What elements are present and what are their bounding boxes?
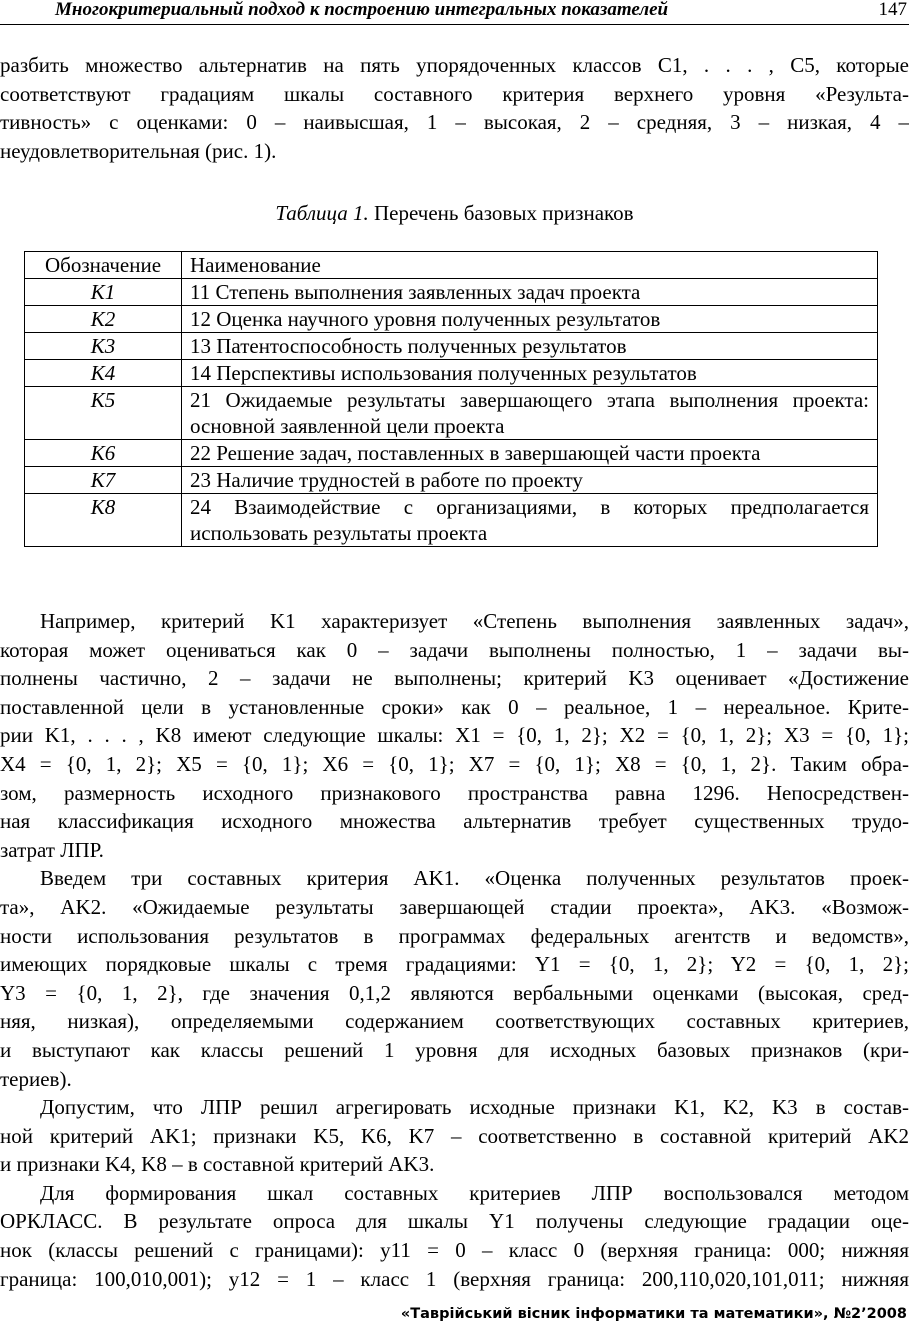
feature-name: 22 Решение задач, поставленных в завершающей части проекта xyxy=(182,440,878,467)
running-header xyxy=(0,0,909,25)
body-line: и признаки K4, K8 – в составной критерий AK3. xyxy=(0,1152,435,1177)
body-line: Введем три составных критерия AK1. «Оценка полученных результатов проек- xyxy=(40,866,909,891)
table-caption-label: Таблица 1. xyxy=(275,201,369,225)
body-line: поставленной цели в установленные сроки» как 0 – реальное, 1 – нереальное. Крите- xyxy=(0,694,909,719)
table-caption-text: Перечень базовых признаков xyxy=(374,201,634,225)
body-line: зом, размерность исходного признакового пространства равна 1296. Непосредствен- xyxy=(0,780,909,805)
body-line: няя, низкая), определяемыми содержанием соответствующих составных критериев, xyxy=(0,1009,909,1034)
feature-name: 21 Ожидаемые результаты завершающего этапа выполнения проекта: основной заявленной цели проекта xyxy=(182,387,878,440)
body-line: Y3 = {0, 1, 2}, где значения 0,1,2 являются вербальными оценками (высокая, сред- xyxy=(0,980,909,1005)
body-line: и выступают как классы решений 1 уровня для исходных базовых признаков (кри- xyxy=(0,1037,909,1062)
feature-code: K3 xyxy=(25,333,182,360)
journal-footer: «Таврійський вісник інформатики та математики», №2’2008 xyxy=(400,1306,907,1322)
body-line: Допустим, что ЛПР решил агрегировать исходные признаки K1, K2, K3 в состав- xyxy=(40,1095,909,1120)
body-line: ная классификация исходного множества альтернатив требует существенных трудо- xyxy=(0,809,909,834)
feature-code: K7 xyxy=(25,467,182,494)
body-line: та», AK2. «Ожидаемые результаты завершающей стадии проекта», AK3. «Возмож- xyxy=(0,894,909,919)
table-row xyxy=(25,494,878,547)
feature-name: 12 Оценка научного уровня полученных результатов xyxy=(182,306,878,333)
body-line: ности использования результатов в программах федеральных агентств и ведомств», xyxy=(0,923,909,948)
table-caption xyxy=(0,201,909,226)
body-line: териев). xyxy=(0,1066,72,1091)
body-line: которая может оцениваться как 0 – задачи выполнены полностью, 1 – задачи вы- xyxy=(0,637,909,662)
column-header-name: Наименование xyxy=(182,252,878,279)
running-title: Многокритериальный подход к построению интегральных показателей xyxy=(55,0,669,20)
feature-name: 13 Патентоспособность полученных результатов xyxy=(182,333,878,360)
column-header-code: Обозначение xyxy=(25,252,182,279)
body-line: X4 = {0, 1, 2}; X5 = {0, 1}; X6 = {0, 1}; X7 = {0, 1}; X8 = {0, 1, 2}. Таким обра- xyxy=(0,751,909,776)
features-table xyxy=(24,251,878,547)
page-number: 147 xyxy=(878,0,907,20)
intro-paragraph xyxy=(0,51,909,165)
feature-code: K6 xyxy=(25,440,182,467)
table-header-row xyxy=(25,252,878,279)
body-line: полнены частично, 2 – задачи не выполнены; критерий K3 оценивает «Достижение xyxy=(0,666,909,691)
feature-code: K5 xyxy=(25,387,182,440)
feature-name: 23 Наличие трудностей в работе по проекту xyxy=(182,467,878,494)
feature-name: 14 Перспективы использования полученных результатов xyxy=(182,360,878,387)
feature-name: 24 Взаимодействие с организациями, в которых предполагается использовать результаты проекта xyxy=(182,494,878,547)
intro-line: неудовлетворительная (рис. 1). xyxy=(0,138,277,163)
body-line: имеющих порядковые шкалы с тремя градациями: Y1 = {0, 1, 2}; Y2 = {0, 1, 2}; xyxy=(0,952,909,977)
table-row xyxy=(25,306,878,333)
intro-line: соответствуют градациям шкалы составного критерия верхнего уровня «Результа- xyxy=(0,81,909,106)
table-row xyxy=(25,333,878,360)
intro-line: тивность» с оценками: 0 – наивысшая, 1 – высокая, 2 – средняя, 3 – низкая, 4 – xyxy=(0,110,909,135)
intro-line: разбить множество альтернатив на пять упорядоченных классов C1, . . . , C5, которые xyxy=(0,53,909,77)
body-line: ной критерий AK1; признаки K5, K6, K7 – соответственно в составной критерий AK2 xyxy=(0,1123,909,1148)
body-line: ОРКЛАСС. В результате опроса для шкалы Y1 получены следующие градации оце- xyxy=(0,1209,909,1234)
feature-code: K2 xyxy=(25,306,182,333)
body-line: нок (классы решений с границами): y11 = 0 – класс 0 (верхняя граница: 000; нижняя xyxy=(0,1238,909,1263)
feature-code: K8 xyxy=(25,494,182,547)
table-row xyxy=(25,440,878,467)
feature-name: 11 Степень выполнения заявленных задач проекта xyxy=(182,279,878,306)
body-line: Для формирования шкал составных критериев ЛПР воспользовался методом xyxy=(40,1180,909,1205)
body-line: граница: 100,010,001); y12 = 1 – класс 1 (верхняя граница: 200,110,020,101,011; нижняя xyxy=(0,1266,909,1291)
body-line: Например, критерий K1 характеризует «Степень выполнения заявленных задач», xyxy=(40,609,909,633)
body-line: рии K1, . . . , K8 имеют следующие шкалы: X1 = {0, 1, 2}; X2 = {0, 1, 2}; X3 = {0, 1}; xyxy=(0,723,909,748)
body-line: затрат ЛПР. xyxy=(0,837,104,862)
table-row xyxy=(25,467,878,494)
feature-code: K4 xyxy=(25,360,182,387)
table-row xyxy=(25,387,878,440)
table-row xyxy=(25,360,878,387)
body-text xyxy=(0,607,909,1293)
table-row xyxy=(25,279,878,306)
feature-code: K1 xyxy=(25,279,182,306)
